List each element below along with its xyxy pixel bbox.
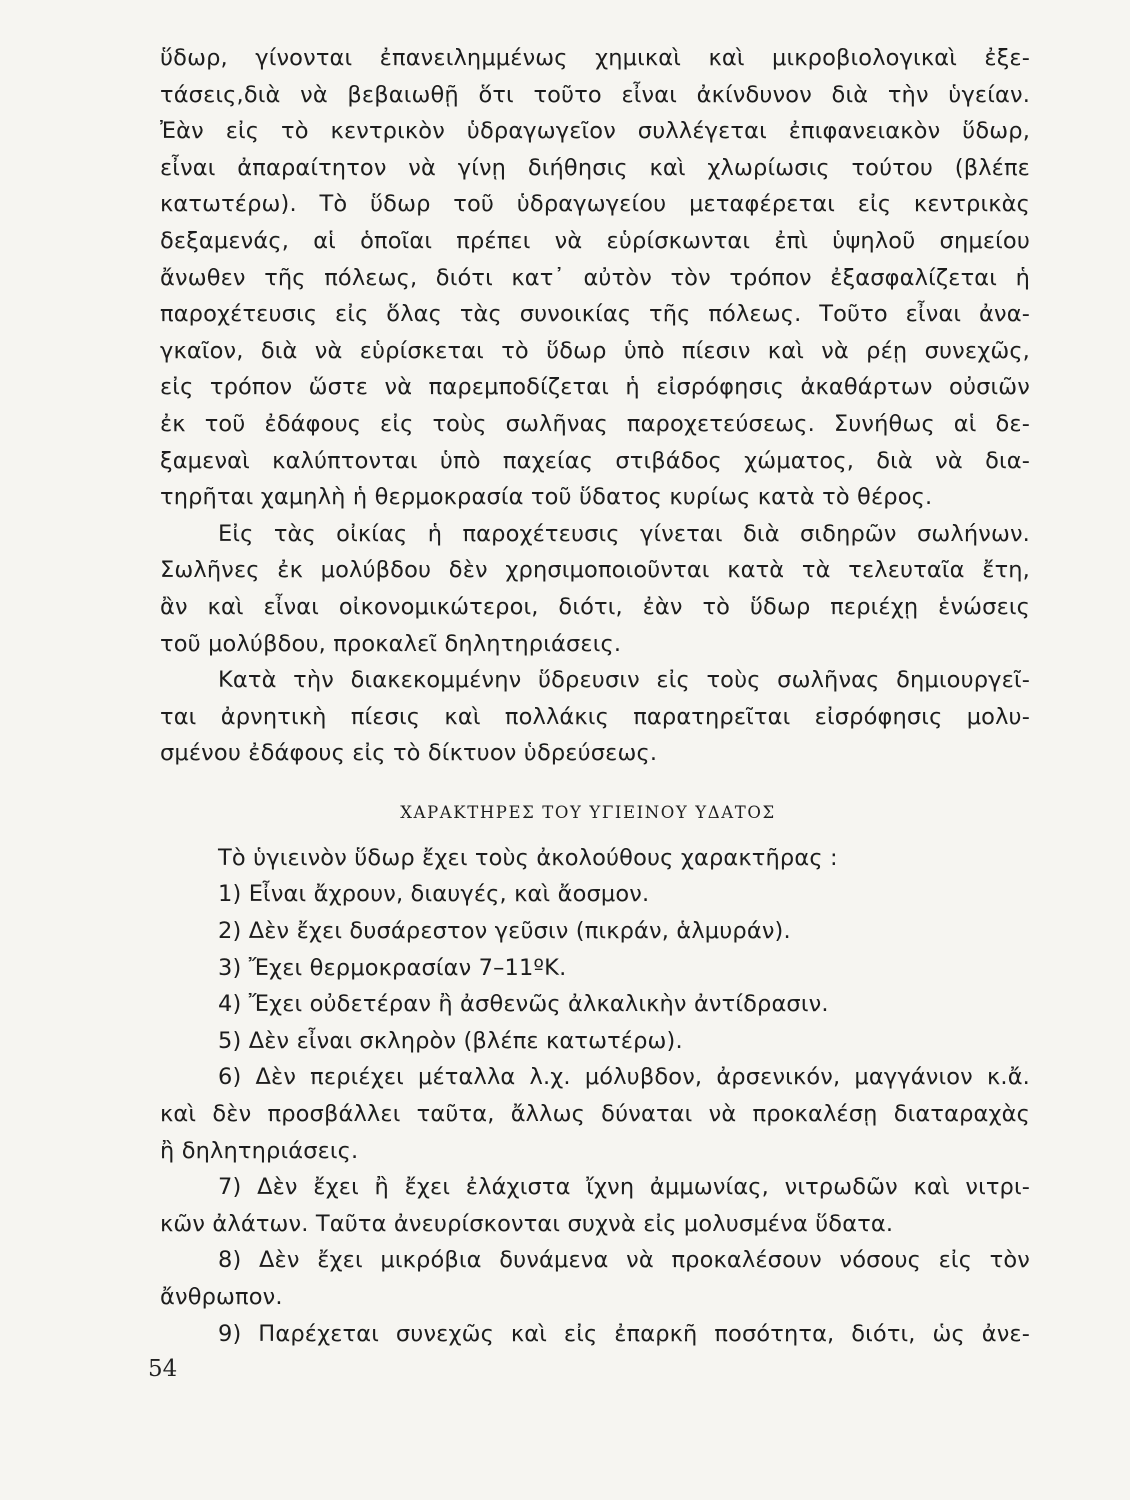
text-line: τηρῆται χαμηλὴ ἡ θερμοκρασία τοῦ ὕδατος κυρίως κατὰ τὸ θέρος. [160, 484, 933, 511]
text-line: Εἰς τὰς οἰκίας ἡ παροχέτευσις γίνεται διὰ σιδηρῶν σωλήνων. [218, 520, 1030, 547]
text-line: τάσεις,διὰ νὰ βεβαιωθῇ ὅτι τοῦτο εἶναι ἀκίνδυνον διὰ τὴν ὑγείαν. [160, 81, 1030, 108]
list-item: 6) Δὲν περιέχει μέταλλα λ.χ. μόλυβδον, ἀρσενικόν, μαγγάνιον κ.ἄ. [218, 1064, 1030, 1091]
spacer [160, 832, 1030, 840]
text-line: ται ἀρνητικὴ πίεσις καὶ πολλάκις παρατηρεῖται εἰσρόφησις μολυ- [160, 703, 1030, 730]
page-body [160, 40, 1030, 1352]
text-line: Τὸ ὑγιεινὸν ὕδωρ ἔχει τοὺς ἀκολούθους χαρακτῆρας : [218, 844, 838, 871]
list-item: 3) Ἔχει θερμοκρασίαν 7–11ºΚ. [218, 954, 567, 981]
list-item: 5) Δὲν εἶναι σκληρὸν (βλέπε κατωτέρω). [218, 1027, 683, 1054]
list-item: 8) Δὲν ἔχει μικρόβια δυνάμενα νὰ προκαλέσουν νόσους εἰς τὸν [218, 1247, 1030, 1274]
list-item: 4) Ἔχει οὐδετέραν ἢ ἀσθενῶς ἀλκαλικὴν ἀντίδρασιν. [218, 991, 829, 1018]
text-line: καὶ δὲν προσβάλλει ταῦτα, ἄλλως δύναται νὰ προκαλέσῃ διαταραχὰς [160, 1101, 1030, 1128]
text-line: εἶναι ἀπαραίτητον νὰ γίνῃ διήθησις καὶ χλωρίωσις τούτου (βλέπε [160, 154, 1030, 181]
text-line: τοῦ μολύβδου, προκαλεῖ δηλητηριάσεις. [160, 630, 622, 657]
spacer [160, 772, 1030, 794]
text-line: ξαμεναὶ καλύπτονται ὑπὸ παχείας στιβάδος χώματος, διὰ νὰ δια- [160, 447, 1030, 474]
list-item: 9) Παρέχεται συνεχῶς καὶ εἰς ἐπαρκῆ ποσότητα, διότι, ὡς ἀνε- [218, 1320, 1030, 1347]
text-line: εἰς τρόπον ὥστε νὰ παρεμποδίζεται ἡ εἰσρόφησις ἀκαθάρτων οὐσιῶν [160, 374, 1030, 401]
text-line: ἐκ τοῦ ἐδάφους εἰς τοὺς σωλῆνας παροχετεύσεως. Συνήθως αἱ δε- [160, 410, 1030, 437]
text-line: κατωτέρω). Τὸ ὕδωρ τοῦ ὑδραγωγείου μεταφέρεται εἰς κεντρικὰς [160, 191, 1030, 218]
text-line: ἄνθρωπον. [160, 1284, 283, 1310]
text-line: Σωλῆνες ἐκ μολύβδου δὲν χρησιμοποιοῦνται κατὰ τὰ τελευταῖα ἔτη, [160, 557, 1030, 584]
text-line: ἂν καὶ εἶναι οἰκονομικώτεροι, διότι, ἐὰν τὸ ὕδωρ περιέχῃ ἑνώσεις [160, 593, 1030, 620]
text-line: ἄνωθεν τῆς πόλεως, διότι κατ᾽ αὐτὸν τὸν τρόπον ἐξασφαλίζεται ἡ [160, 264, 1030, 291]
page-number: 54 [148, 1356, 178, 1382]
text-line: Ἐὰν εἰς τὸ κεντρικὸν ὑδραγωγεῖον συλλέγεται ἐπιφανειακὸν ὕδωρ, [160, 118, 1030, 145]
text-line: Κατὰ τὴν διακεκομμένην ὕδρευσιν εἰς τοὺς σωλῆνας δημιουργεῖ- [218, 667, 1030, 694]
section-heading: ΧΑΡΑΚΤΗΡΕΣ ΤΟΥ ΥΓΙΕΙΝΟΥ ΥΔΑΤΟΣ [400, 802, 776, 822]
text-line: ἢ δηλητηριάσεις. [160, 1137, 359, 1164]
text-line: ὕδωρ, γίνονται ἐπανειλημμένως χημικαὶ καὶ μικροβιολογικαὶ ἐξε- [160, 45, 1030, 71]
text-line: κῶν ἀλάτων. Ταῦτα ἀνευρίσκονται συχνὰ εἰς μολυσμένα ὕδατα. [160, 1210, 894, 1237]
text-line: σμένου ἐδάφους εἰς τὸ δίκτυον ὑδρεύσεως. [160, 740, 658, 767]
text-line: δεξαμενάς, αἱ ὁποῖαι πρέπει νὰ εὑρίσκωνται ἐπὶ ὑψηλοῦ σημείου [160, 227, 1030, 254]
text-line: παροχέτευσις εἰς ὅλας τὰς συνοικίας τῆς πόλεως. Τοῦτο εἶναι ἀνα- [160, 301, 1030, 328]
list-item: 2) Δὲν ἔχει δυσάρεστον γεῦσιν (πικράν, ἁλμυράν). [218, 918, 791, 945]
list-item: 1) Εἶναι ἄχρουν, διαυγές, καὶ ἄοσμον. [218, 881, 650, 908]
list-item: 7) Δὲν ἔχει ἢ ἔχει ἐλάχιστα ἴχνη ἀμμωνίας, νιτρωδῶν καὶ νιτρι- [218, 1174, 1030, 1201]
text-line: γκαῖον, διὰ νὰ εὑρίσκεται τὸ ὕδωρ ὑπὸ πίεσιν καὶ νὰ ρέῃ συνεχῶς, [160, 337, 1030, 364]
